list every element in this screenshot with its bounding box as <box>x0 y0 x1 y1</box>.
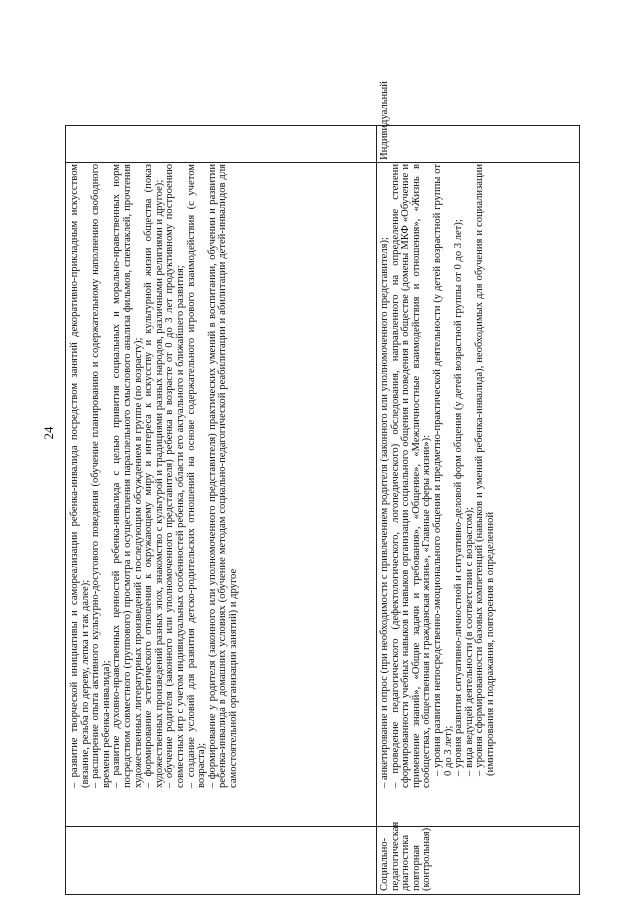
list-item: – уровня развития непосредственно-эмоционального общения и предметно-практической деятельности (у детей возрастной группы от 0 до 3 лет); <box>431 164 454 776</box>
list-item: – формирование эстетического отношения к окружающему миру и интереса к искусству и культурной жизни общества (показ художественных произведений разных эпох, знакомство с культурой и традициями разных народов, различными религиями и другое); <box>143 164 165 788</box>
list-item: – вида ведущей деятельности (в соответствии с возрастом); <box>463 507 475 776</box>
service-table <box>65 81 580 895</box>
table-line <box>376 126 377 894</box>
row2-form <box>379 81 470 160</box>
list-item: – расширение опыта активного культурно-досугового поведения (обучение планированию и содержательному наполнению свободного времени ребенка-инвалида); <box>90 164 112 788</box>
list-item: – проведение педагогического (дефектологического, логопедического) обследования, направленного на определение степени сформированности учебных навыков и навыков организации социального общения и поведения в обществе (домены МКФ «Обучение и применение знаний», «Общие задачи и требования», «Общение», «Межличностные взаимодействия и отношения», «Жизнь в сообществах, общественная и гражданская жизнь», «Главные сферы жизни»): <box>389 164 433 788</box>
row2-service-name <box>379 821 460 891</box>
list-item: – уровня сформированности базовых компетенций (навыков и умений ребенка-инвалида), необходимых для обучения и социализации (имитирования и подражания, повторения в определенной <box>474 164 496 776</box>
service-name: Социально-педагогическая диагностика повторная (контрольная) <box>379 821 433 891</box>
table-line <box>66 162 579 163</box>
row1-activities <box>70 164 370 788</box>
row2-activities <box>380 164 580 788</box>
service-form: Индивидуальный <box>379 81 390 160</box>
list-item: – развитие духовно-нравственных ценностей ребенка-инвалида с целью привития социальных и морально-нравственных норм посредством совместного (группового) просмотра и осуществления параллельного смыслового анализа фильмов, спектаклей, прочтения художественных литературных произведений с последующим обсуждением в группе (по возрасту); <box>111 164 144 788</box>
list-item: – создание условий для развития детско-родительских отношений на основе содержательного игрового взаимодействия (с учетом возраста); <box>185 164 208 788</box>
list-item: – анкетирование и опрос (при необходимости с привлечением родителя (законного или уполномоченного представителя); <box>379 237 390 788</box>
table-line <box>66 826 579 827</box>
page-number: 24 <box>41 426 56 440</box>
list-item: – формирование у родителя (законного или уполномоченного представителя) практических умений в воспитании, обучении и развитии ребенка-инвалида в домашних условиях (обучение методам социально-педагогической реабилитации и абилитации детей-инвалидов для самостоятельной организации занятий) и другое <box>206 164 239 788</box>
list-item: – обучение родителя (законного или уполномоченного представителя) ребенка в возрасте от 0 до 3 лет продуктивному построению совместных игр с учетом индивидуальных особенностей ребенка, области его актуального и ближайшего развития; <box>164 164 186 788</box>
list-item: – развитие творческой инициативы и самореализации ребенка-инвалида посредством занятий декоративно-прикладным искусством (вязание, резьба по дереву, лепка и так далее); <box>69 164 91 788</box>
list-item: – уровня развития ситуативно-личностной и ситуативно-деловой форм общения (у детей возрастной группы от 0 до 3 лет); <box>453 219 465 776</box>
